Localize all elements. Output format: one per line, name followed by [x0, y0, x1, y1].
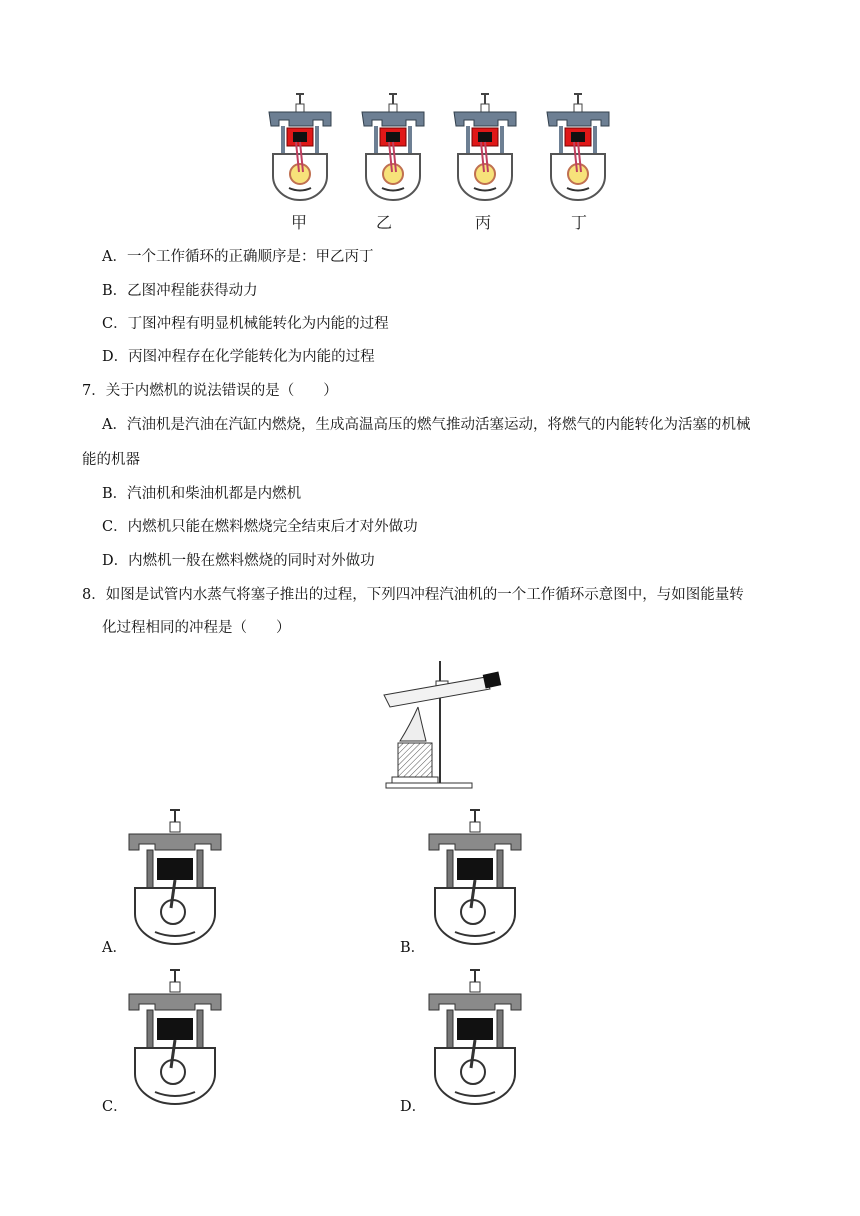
q8-option-d-engine: [425, 968, 525, 1108]
q8-stem-line2: 化过程相同的冲程是（ ）: [102, 620, 291, 636]
q7-option-b: B．汽油机和柴油机都是内燃机: [102, 486, 302, 502]
q7-option-a-line2: 能的机器: [82, 452, 140, 468]
q8-option-b-label: B．: [400, 940, 426, 956]
q6-option-d: D．丙图冲程存在化学能转化为内能的过程: [102, 349, 375, 365]
test-tube-apparatus-figure: [378, 655, 508, 790]
q8-option-c-label: C．: [102, 1099, 128, 1115]
figure-label-ding: 丁: [571, 213, 588, 232]
q7-stem: 7．关于内燃机的说法错误的是（ ）: [82, 383, 338, 399]
q6-engine-figure: [260, 92, 620, 232]
q8-option-b-engine: [425, 808, 525, 948]
q6-option-b: B．乙图冲程能获得动力: [102, 283, 258, 299]
q7-option-d: D．内燃机一般在燃料燃烧的同时对外做功: [102, 553, 375, 569]
q7-option-a-line1: A．汽油机是汽油在汽缸内燃烧，生成高温高压的燃气推动活塞运动，将燃气的内能转化为活塞的机械: [102, 417, 751, 433]
q8-option-d-label: D．: [400, 1099, 427, 1115]
figure-label-yi: 乙: [376, 213, 393, 232]
q8-option-c-engine: [125, 968, 225, 1108]
figure-label-bing: 丙: [475, 213, 492, 232]
q7-option-c: C．内燃机只能在燃料燃烧完全结束后才对外做功: [102, 519, 418, 535]
q6-option-c: C．丁图冲程有明显机械能转化为内能的过程: [102, 316, 389, 332]
figure-label-jia: 甲: [291, 213, 308, 232]
q8-stem-line1: 8．如图是试管内水蒸气将塞子推出的过程，下列四冲程汽油机的一个工作循环示意图中，与如图能量转: [82, 587, 744, 603]
q8-option-a-engine: [125, 808, 225, 948]
q6-option-a: A．一个工作循环的正确顺序是：甲乙丙丁: [102, 249, 374, 265]
q8-option-a-label: A．: [102, 940, 127, 956]
